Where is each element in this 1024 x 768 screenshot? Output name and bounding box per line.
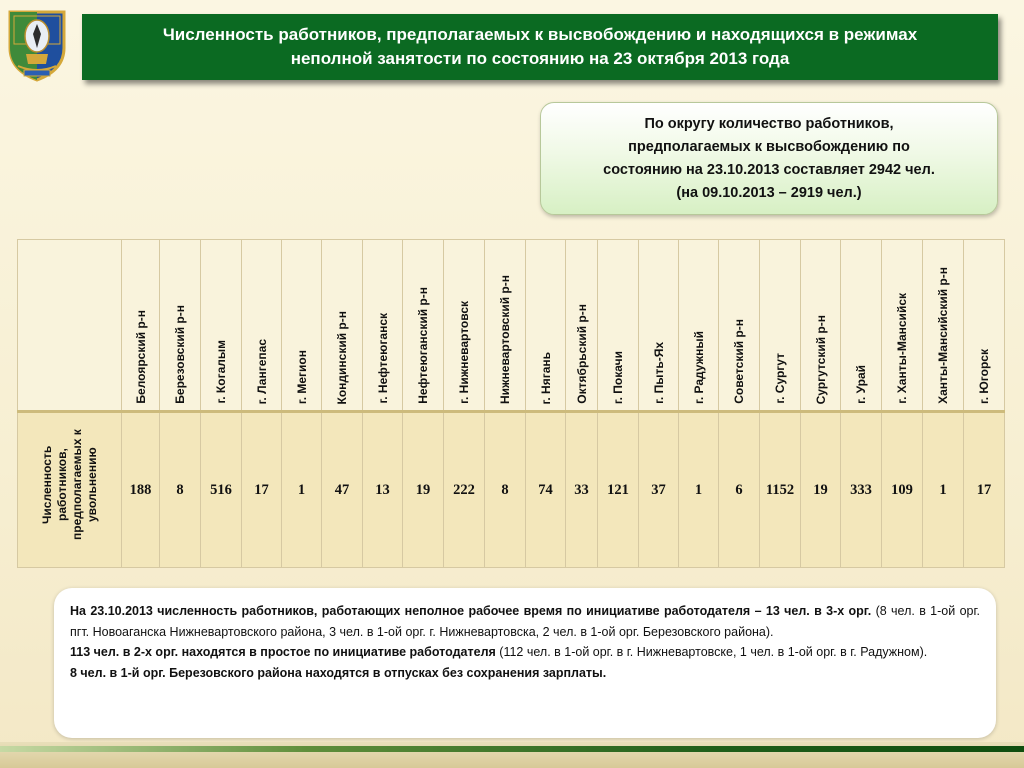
page-title-line1: Численность работников, предполагаемых к высвобождению и находящихся в режимах [162, 25, 918, 44]
value-cell: 188 [122, 412, 160, 568]
column-header-label: Нижневартовский р-н [498, 274, 512, 404]
page-title-line2: неполной занятости по состоянию на 23 октября 2013 года [290, 49, 790, 68]
summary-line: По округу количество работников, [644, 115, 894, 132]
column-header-label: г. Покачи [611, 350, 625, 404]
column-header-label: г. Урай [854, 365, 868, 404]
value-cell: 333 [841, 412, 882, 568]
column-header [242, 240, 282, 412]
column-header-label: г. Сургут [773, 353, 787, 404]
value-cell: 516 [201, 412, 242, 568]
value-cell: 222 [444, 412, 485, 568]
note-paragraph [70, 601, 980, 642]
notes-box [54, 588, 996, 738]
value-cell: 13 [363, 412, 403, 568]
column-header [363, 240, 403, 412]
column-header [882, 240, 923, 412]
value-cell: 37 [639, 412, 679, 568]
note-bold: На 23.10.2013 численность работников, работающих неполное рабочее время по инициативе работодателя – 13 чел. в 3-х орг. [70, 604, 872, 618]
column-header-label: г. Югорск [977, 348, 991, 404]
value-cell: 1 [923, 412, 964, 568]
table-header-row [18, 240, 1005, 412]
column-header-label: г. Ханты-Мансийск [895, 293, 909, 404]
column-header [160, 240, 201, 412]
coat-of-arms-emblem [4, 4, 70, 84]
column-header-label: г. Мегион [294, 349, 309, 404]
footer-stripe [0, 746, 1024, 752]
table-values-row [18, 412, 1005, 568]
column-header [526, 240, 566, 412]
column-header-label: г. Нягань [538, 351, 553, 404]
value-cell: 19 [801, 412, 841, 568]
column-header-label: г. Нефтеюганск [375, 313, 390, 404]
value-cell: 6 [719, 412, 760, 568]
summary-line: состоянию на 23.10.2013 составляет 2942 чел. [603, 161, 935, 178]
column-header-label: г. Когалым [214, 340, 228, 404]
column-header [598, 240, 639, 412]
note-bold: 113 чел. в 2-х орг. находятся в простое по инициативе работодателя [70, 645, 496, 659]
column-header [122, 240, 160, 412]
workers-table [17, 239, 1005, 568]
column-header-label: Сургутский р-н [813, 314, 828, 404]
title-banner [82, 14, 998, 80]
value-cell: 8 [160, 412, 201, 568]
column-header [403, 240, 444, 412]
column-header [964, 240, 1005, 412]
column-header-label: Советский р-н [732, 319, 746, 404]
column-header [566, 240, 598, 412]
value-cell: 109 [882, 412, 923, 568]
column-header [801, 240, 841, 412]
table-corner-cell [18, 240, 122, 412]
note-text: (8 чел. в 1-ой орг. пгт. Новоаганска Нижневартовского района, 3 чел. в 1-ой орг. г. Нижневартовска, 2 чел. в 1-ой орг. Березовского района). [70, 604, 980, 639]
summary-line: (на 09.10.2013 – 2919 чел.) [676, 184, 862, 201]
column-header [679, 240, 719, 412]
column-header-label: Березовский р-н [173, 305, 187, 404]
row-label-cell [18, 412, 122, 568]
column-header-label: Октябрьский р-н [574, 304, 589, 404]
value-cell: 8 [485, 412, 526, 568]
summary-line: предполагаемых к высвобождению по [628, 138, 910, 155]
row-label: Численность работников, предполагаемых к увольнению [39, 429, 99, 541]
column-header-label: Белоярский р-н [133, 310, 148, 404]
note-paragraph [70, 642, 980, 663]
column-header-label: Кондинский р-н [335, 310, 349, 404]
column-header [201, 240, 242, 412]
column-header [322, 240, 363, 412]
value-cell: 1 [282, 412, 322, 568]
column-header [282, 240, 322, 412]
value-cell: 17 [964, 412, 1005, 568]
column-header [841, 240, 882, 412]
note-paragraph [70, 663, 980, 684]
value-cell: 1 [679, 412, 719, 568]
value-cell: 19 [403, 412, 444, 568]
column-header-label: Ханты-Мансийский р-н [936, 267, 950, 404]
value-cell: 1152 [760, 412, 801, 568]
value-cell: 121 [598, 412, 639, 568]
note-text: (112 чел. в 1-ой орг. в г. Нижневартовске, 1 чел. в 1-ой орг. в г. Радужном). [495, 645, 928, 659]
column-header [639, 240, 679, 412]
column-header-label: г. Нижневартовск [457, 301, 471, 404]
value-cell: 17 [242, 412, 282, 568]
value-cell: 33 [566, 412, 598, 568]
column-header [760, 240, 801, 412]
note-bold: 8 чел. в 1-й орг. Березовского района находятся в отпусках без сохранения зарплаты. [70, 665, 607, 680]
value-cell: 74 [526, 412, 566, 568]
page-title [163, 23, 917, 71]
column-header-label: Нефтеюганский р-н [416, 287, 430, 404]
column-header [923, 240, 964, 412]
value-cell: 47 [322, 412, 363, 568]
summary-box [540, 102, 998, 215]
column-header [444, 240, 485, 412]
column-header [719, 240, 760, 412]
column-header [485, 240, 526, 412]
column-header-label: г. Лангепас [254, 338, 269, 404]
column-header-label: г. Пыть-Ях [651, 342, 666, 404]
column-header-label: г. Радужный [691, 331, 706, 404]
